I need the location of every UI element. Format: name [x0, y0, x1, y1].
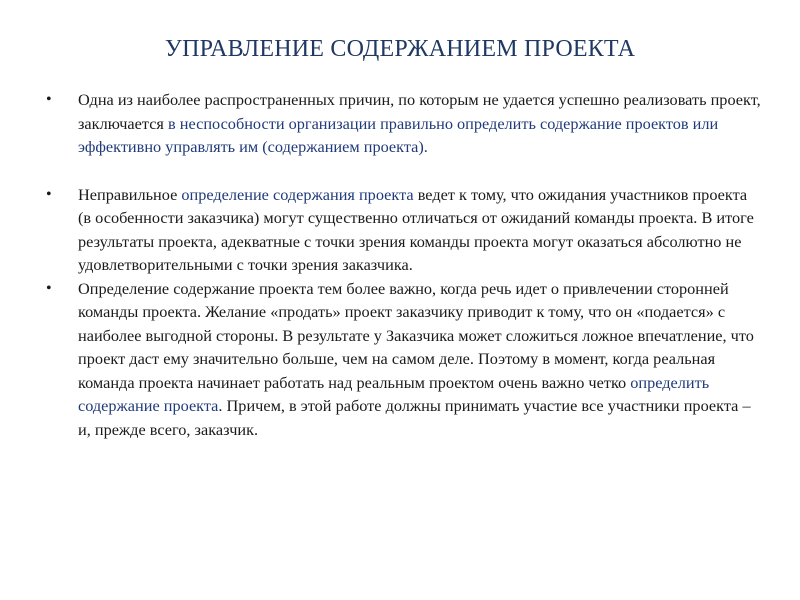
highlighted-text-segment: определить содержание проекта: [78, 372, 710, 415]
bullet-list: [44, 88, 764, 441]
text-segment: Неправильное: [78, 184, 182, 204]
bullet-marker: •: [46, 185, 52, 203]
bullet-text: [78, 90, 761, 156]
text-segment: . Причем, в этой работе должны принимать участие все участники проекта – и, прежде всего, заказчик.: [78, 396, 751, 439]
highlighted-text-segment: определение содержания проекта: [181, 184, 414, 204]
highlighted-text-segment: в неспособности организации правильно определить содержание проектов или эффективно управлять им (содержанием проекта).: [78, 113, 719, 156]
bullet-item: [44, 277, 764, 442]
bullet-text: [78, 279, 754, 439]
bullet-item: [44, 183, 764, 277]
text-segment: Одна из наиболее распространенных причин, по которым не удается успешно реализовать проект, заключается: [78, 90, 761, 133]
text-segment: ведет к тому, что ожидания участников проекта (в особенности заказчика) могут существенно отличаться от ожиданий команды проекта. В итоге результаты проекта, адекватные с точки зрения команды проекта могут оказаться абсолютно не удовлетворительными с точки зрения заказчика.: [78, 184, 754, 274]
bullet-marker: •: [46, 91, 52, 108]
slide-title: УПРАВЛЕНИЕ СОДЕРЖАНИЕМ ПРОЕКТА: [164, 36, 636, 62]
text-segment: Определение содержание проекта тем более важно, когда речь идет о привлечении сторонней команды проекта. Желание «продать» проект заказчику приводит к тому, что он «подается» с наиболее выгодной стороны. В результате у Заказчика может сложиться ложное впечатление, что проект даст ему значительно больше, чем на самом деле. Поэтому в момент, когда реальная команда проекта начинает работать над реальным проектом очень важно четко: [78, 278, 754, 392]
bullet-item: [44, 88, 764, 159]
bullet-text: [78, 185, 754, 275]
bullet-marker: •: [46, 279, 52, 297]
